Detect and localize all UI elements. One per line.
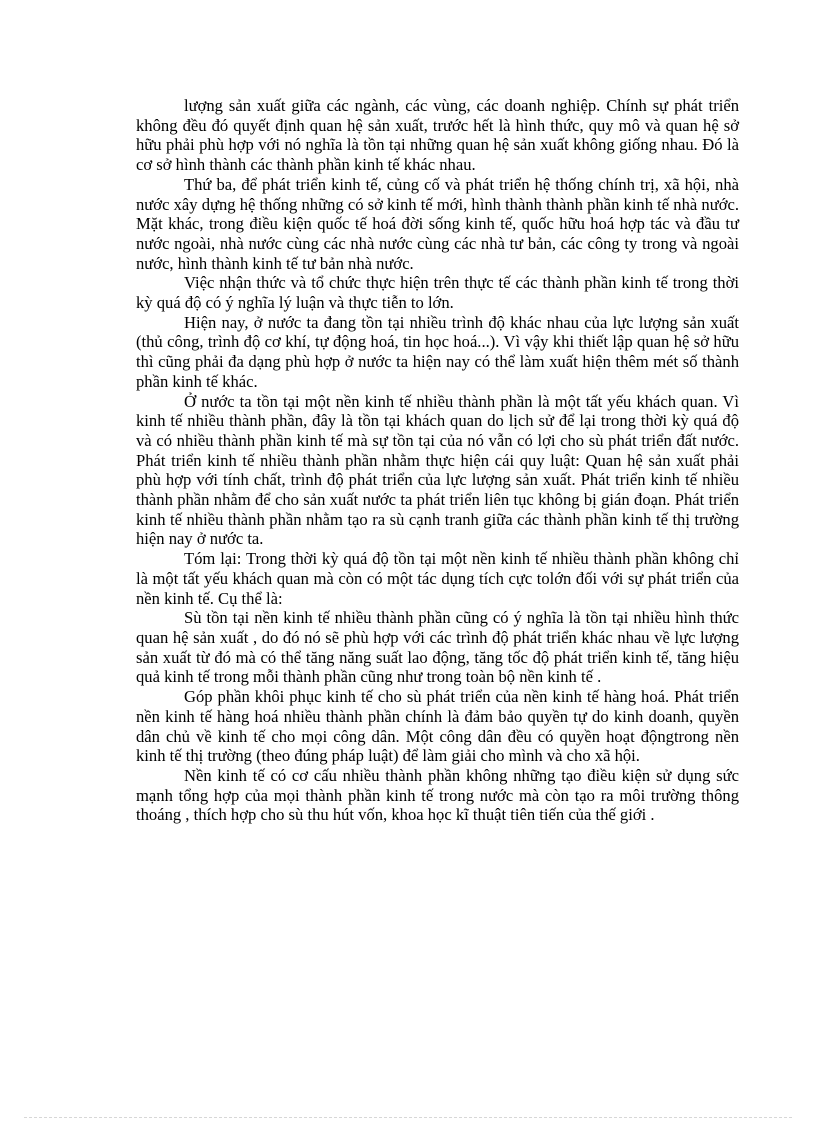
paragraph-5: Ở nước ta tồn tại một nền kinh tế nhiều thành phần là một tất yếu khách quan. Vì kinh tế nhiều thành phần, đây là tồn tại khách quan do lịch sử để lại trong thời kỳ quá độ và có nhiều thành phần kinh tế mà sự tồn tại của nó vẫn có lợi cho sù phát triển đất nước. Phát triển kinh tế nhiều thành phần nhằm thực hiện cái quy luật: Quan hệ sản xuất phải phù hợp với tính chất, trình độ phát triển của lực lượng sản xuất. Phát triển kinh tế nhiều thành phần nhằm để cho sản xuất nước ta phát triển liên tục không bị gián đoạn. Phát triển kinh tế nhiều thành phần nhằm tạo ra sù cạnh tranh giữa các thành phần kinh tế thị trường hiện nay ở nước ta. — [136, 391, 739, 549]
paragraph-7: Sù tồn tại nền kinh tế nhiều thành phần cũng có ý nghĩa là tồn tại nhiều hình thức quan hệ sản xuất , do đó nó sẽ phù hợp với các trình độ phát triển khác nhau về lực lượng sản xuất từ đó mà có thể tăng năng suất lao động, tăng tốc độ phát triển kinh tế, tăng hiệu quả kinh tế trong mỗi thành phần cũng như trong toàn bộ nền kinh tế . — [136, 608, 739, 687]
paragraph-8: Góp phần khôi phục kinh tế cho sù phát triển của nền kinh tế hàng hoá. Phát triển nền kinh tế hàng hoá nhiều thành phần chính là đảm bảo quyền tự do kinh doanh, quyền dân chủ về kinh tế cho mọi công dân. Một công dân đều có quyền hoạt độngtrong nền kinh tế thị trường (theo đúng pháp luật) để làm giải cho mình và cho xã hội. — [136, 687, 739, 766]
paragraph-2: Thứ ba, để phát triển kinh tế, củng cố và phát triển hệ thống chính trị, xã hội, nhà nước xây dựng hệ thống những có sở kinh tế mới, hình thành thành phần kinh tế nhà nước. Mặt khác, trong điều kiện quốc tế hoá đời sống kinh tế, quốc hữu hoá hợp tác và đầu tư nước ngoài, nhà nước cùng các nhà nước cùng các nhà tư bản, các công ty trong và ngoài nước, hình thành kinh tế tư bản nhà nước. — [136, 174, 739, 273]
document-body — [136, 96, 739, 825]
paragraph-3: Việc nhận thức và tổ chức thực hiện trên thực tế các thành phần kinh tế trong thời kỳ quá độ có ý nghĩa lý luận và thực tiễn to lớn. — [136, 273, 739, 313]
paragraph-6: Tóm lại: Trong thời kỳ quá độ tồn tại một nền kinh tế nhiều thành phần không chỉ là một tất yếu khách quan mà còn có một tác dụng tích cực tolớn đối với sự phát triển của nền kinh tế. Cụ thể là: — [136, 549, 739, 608]
paragraph-4: Hiện nay, ở nước ta đang tồn tại nhiều trình độ khác nhau của lực lượng sản xuất (thủ công, trình độ cơ khí, tự động hoá, tin học hoá...). Vì vậy khi thiết lập quan hệ sở hữu thì cũng phải đa dạng phù hợp ở nước ta hiện nay có thể làm xuất hiện thêm mét số thành phần kinh tế khác. — [136, 312, 739, 391]
page-bottom-divider — [24, 1117, 792, 1118]
paragraph-1: lượng sản xuất giữa các ngành, các vùng, các doanh nghiệp. Chính sự phát triển không đều đó quyết định quan hệ sản xuất, trước hết là hình thức, quy mô và quan hệ sở hữu phải phù hợp với nó nghĩa là tồn tại những quan hệ sản xuất không giống nhau. Đó là cơ sở hình thành các thành phần kinh tế khác nhau. — [136, 96, 739, 175]
paragraph-9: Nền kinh tế có cơ cấu nhiều thành phần không những tạo điều kiện sử dụng sức mạnh tổng hợp của mọi thành phần kinh tế trong nước mà còn tạo ra môi trường thông thoáng , thích hợp cho sù thu hút vốn, khoa học kĩ thuật tiên tiến của thế giới . — [136, 765, 739, 825]
